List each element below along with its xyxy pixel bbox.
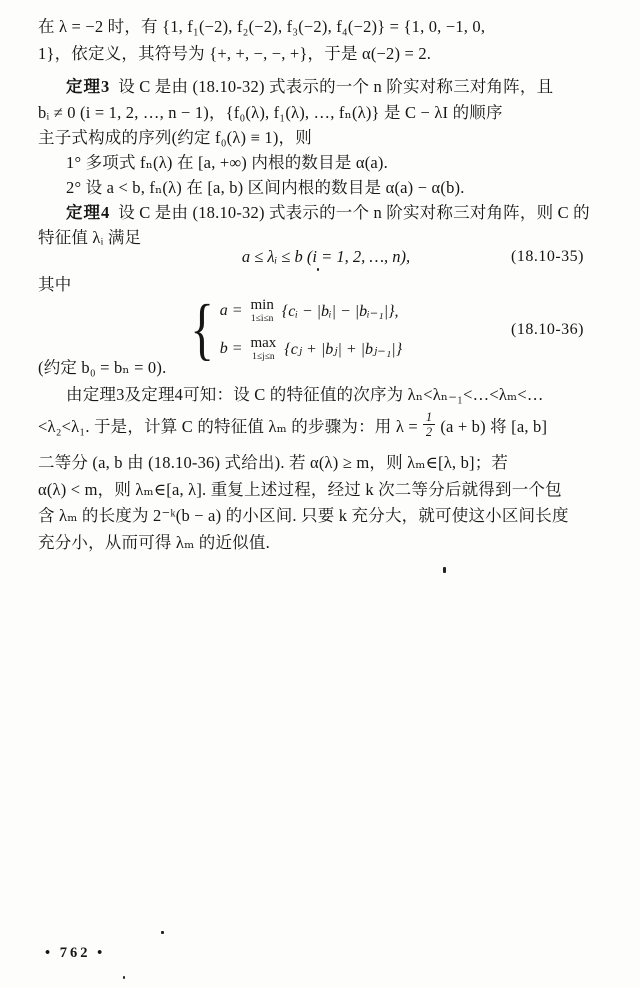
equation-18-10-36-number: (18.10-36) — [511, 321, 584, 338]
method-line-3: 二等分 (a, b 由 (18.10-36) 式给出). 若 α(λ) ≥ m，则 λₘ∈[λ, b]；若 — [38, 453, 509, 472]
one-half-fraction — [423, 411, 435, 439]
ink-speck — [161, 931, 164, 934]
page-number: • 762 • — [45, 945, 106, 961]
ink-speck — [443, 567, 446, 573]
theorem3-line-3: 主子式构成的序列(约定 f₀(λ) ≡ 1)，则 — [38, 128, 312, 147]
method-line-1: 由定理3及定理4可知：设 C 的特征值的次序为 λₙ<λₙ₋₁<…<λₘ<… — [66, 385, 544, 404]
fraction-numerator: 1 — [425, 410, 433, 424]
row-a-lhs: a = — [219, 302, 243, 319]
method-line-6: 充分小，从而可得 λₘ 的近似值. — [38, 533, 270, 552]
theorem3-label: 定理3 — [66, 77, 111, 96]
row-b-lhs: b = — [219, 340, 243, 357]
min-label: min — [250, 297, 274, 313]
equation-row-a — [220, 296, 402, 326]
theorem4-text: 设 C 是由 (18.10-32) 式表示的一个 n 阶实对称三对角阵，则 C 的 — [118, 203, 590, 222]
ink-speck — [123, 976, 125, 979]
max-limits: 1≤j≤n — [252, 352, 275, 362]
equation-18-10-35-number: (18.10-35) — [511, 248, 584, 265]
row-b-rhs: {cⱼ + |bⱼ| + |bⱼ₋₁|} — [284, 341, 403, 358]
theorem3-item-2: 2° 设 a < b, fₙ(λ) 在 [a, b) 区间内根的数目是 α(a) − α(b). — [66, 178, 465, 197]
theorem3-item-1: 1° 多项式 fₙ(λ) 在 [a, +∞) 内根的数目是 α(a). — [66, 153, 388, 172]
fraction-denominator: 2 — [423, 424, 435, 439]
row-a-rhs: {cᵢ − |bᵢ| − |bᵢ₋₁|}, — [281, 303, 399, 320]
intro-line-1: 在 λ = −2 时，有 {1, f₁(−2), f₂(−2), f₃(−2), f₄(−2)} = {1, 0, −1, 0, — [38, 17, 486, 36]
system-brace: { — [190, 291, 214, 368]
intro-line-2: 1}，依定义，其符号为 {+, +, −, −, +}，于是 α(−2) = 2. — [38, 44, 432, 63]
equation-18-10-35-body: a ≤ λᵢ ≤ b (i = 1, 2, …, n), — [241, 247, 411, 266]
method-line-4: α(λ) < m，则 λₘ∈[a, λ]. 重复上述过程，经过 k 次二等分后就得到一个包 — [38, 480, 562, 499]
equation-rows — [220, 296, 402, 364]
convention-line: (约定 b₀ = bₙ = 0). — [38, 358, 167, 377]
method-line-5: 含 λₘ 的长度为 2⁻ᵏ(b − a) 的小区间. 只要 k 充分大，就可使这小区间长度 — [38, 506, 569, 525]
theorem3-text: 设 C 是由 (18.10-32) 式表示的一个 n 阶实对称三对角阵，且 — [118, 77, 554, 96]
equation-18-10-35 — [38, 243, 614, 271]
ink-speck — [317, 268, 319, 271]
method-line-2-pre: <λ₂<λ₁. 于是，计算 C 的特征值 λₘ 的步骤为：用 λ = — [38, 417, 418, 436]
min-limits: 1≤i≤n — [250, 314, 274, 324]
where-label: 其中 — [38, 275, 72, 294]
method-line-2-post: (a + b) 将 [a, b] — [440, 417, 548, 436]
max-label: max — [250, 335, 277, 351]
min-operator — [250, 298, 273, 324]
theorem3-heading-line — [38, 74, 640, 100]
theorem4-heading-line — [38, 200, 640, 226]
theorem4-line-2: 特征值 λᵢ 满足 — [38, 228, 142, 247]
theorem4-label: 定理4 — [66, 203, 111, 222]
method-line-2 — [38, 406, 614, 444]
theorem3-line-2: bᵢ ≠ 0 (i = 1, 2, …, n − 1)，{f₀(λ), f₁(λ), …, fₙ(λ)} 是 C − λI 的顺序 — [38, 103, 503, 122]
